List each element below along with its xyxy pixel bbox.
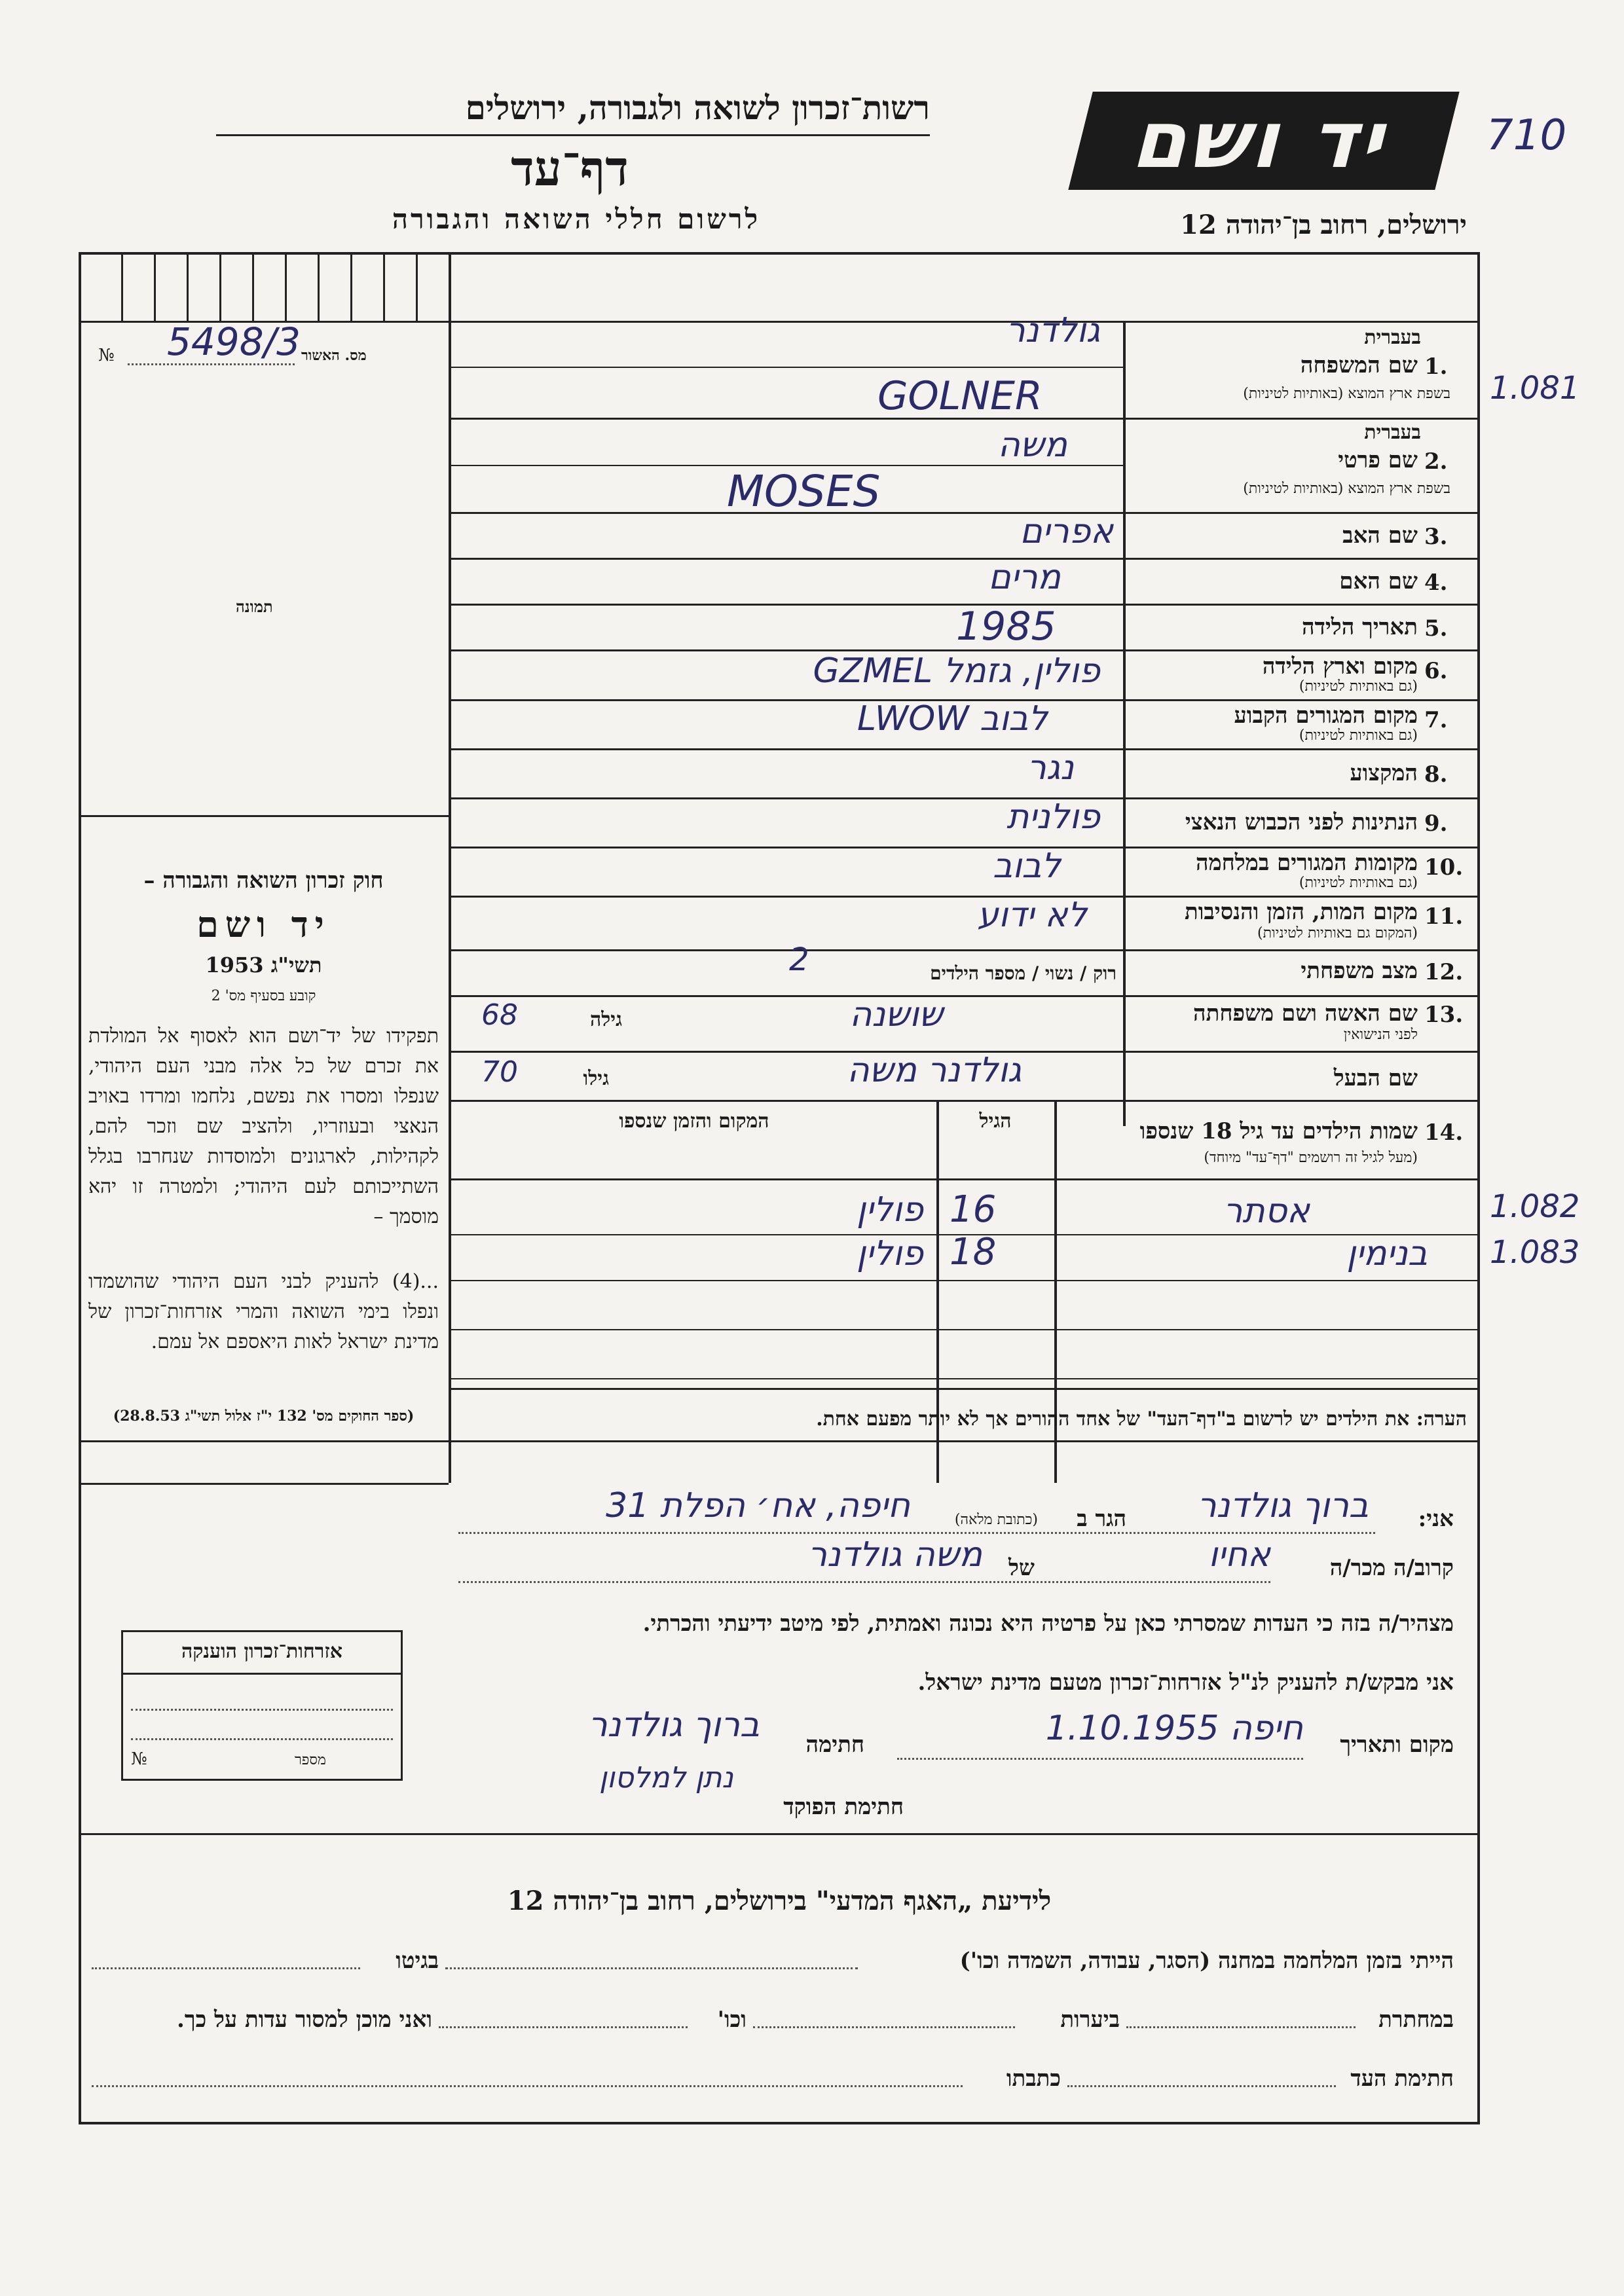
residence-value: לבוב LWOW — [857, 699, 1048, 738]
family-name-label: שם המשפחה — [1300, 352, 1418, 378]
birth-date-label: תאריך הלידה — [1301, 614, 1418, 640]
first-name-hebrew: משה — [997, 426, 1067, 465]
margin-number-3: 1.083 — [1490, 1234, 1580, 1271]
approval-number: 5498/3 — [167, 319, 301, 364]
marital-status-label: מצב משפחתי — [1301, 958, 1418, 984]
approval-no-symbol: № — [98, 346, 115, 365]
husband-name-label: שם הבעל — [1333, 1065, 1418, 1091]
inspector-signature-value: נתן למלסון — [599, 1761, 733, 1795]
father-name-label: שם האב — [1342, 522, 1418, 549]
wife-name-value: שושנה — [849, 995, 943, 1034]
marital-options-label: רוק / נשוי / מספר הילדים — [930, 962, 1116, 984]
children-place-header: המקום והזמן שנספו — [619, 1110, 769, 1133]
child-1-place: פולין — [857, 1190, 923, 1230]
war-residence-value: לבוב — [993, 847, 1061, 886]
declaration-text: מצהיר/ה בזה כי העדות שמסרתי כאן על פרטיה היא נכונה ואמתית, לפי מיטב ידיעתי והכרתי. — [642, 1611, 1454, 1637]
husband-age-value: 70 — [481, 1055, 518, 1089]
residence-label: מקום המגורים הקבוע — [1234, 702, 1418, 729]
gazette-reference: (ספר החוקים מס' 132 י"ז אלול תשי"ג 28.8.53) — [113, 1408, 415, 1425]
law-paragraph-1: תפקידו של יד־ושם הוא לאסוף אל המולדת את זכרם של כל אלה מבני העם היהודי, שנפלו ומסרו את נפשם, נלחמו ומרדו באויב הנאצי ובעוזריו, ולהציב שם וזכר להם, לקהילות, לארגונים ולמוסדות שנחרבו בגלל השתייכותם לעם היהודי; ולמטרה זו יהא מוסמך – — [88, 1025, 439, 1228]
form-subtitle: לרשום חללי השואה והגבורה — [392, 203, 761, 235]
form-title: דף־עד — [511, 141, 629, 197]
law-name: יד ושם — [196, 903, 331, 945]
label-column-divider — [1123, 321, 1126, 1126]
witness-name-value: ברוך גולדנר — [1197, 1486, 1369, 1525]
law-year: תשי"ג 1953 — [205, 953, 322, 977]
child-1-name: אסתר — [1223, 1192, 1310, 1231]
margin-number-1: 1.081 — [1490, 370, 1580, 407]
relation-value: אחיו — [1208, 1535, 1270, 1575]
citizenship-box-title: אזרחות־זכרון הוענקה — [181, 1640, 343, 1663]
photo-label: תמונה — [236, 597, 273, 616]
father-name-value: אפרים — [1020, 512, 1113, 551]
profession-value: נגר — [1027, 748, 1074, 788]
law-clause: קובע בסעיף מס' 2 — [211, 988, 316, 1004]
first-name-latin: MOSES — [727, 466, 881, 517]
wife-age-value: 68 — [481, 998, 518, 1032]
margin-number-2: 1.082 — [1490, 1188, 1580, 1225]
husband-name-value: גולדנר משה — [847, 1051, 1022, 1090]
family-name-hebrew: גולדנר — [1006, 311, 1100, 350]
law-title: חוק זכרון השואה והגבורה – — [143, 867, 384, 894]
family-name-latin: GOLNER — [877, 373, 1043, 419]
children-note: הערה: את הילדים יש לרשום ב"דף־העד" של אחד ההורים אך לא יותר מפעם אחת. — [816, 1408, 1467, 1430]
law-paragraph-2: ...(4) להעניק לבני העם היהודי שהושמדו ונפלו בימי השואה והמרי אזרחות־זכרון של מדינת ישראל לאות היאספם אל עמם. — [88, 1270, 439, 1353]
war-residence-label: מקומות המגורים במלחמה — [1195, 850, 1418, 876]
yad-vashem-logo: יד ושם — [1068, 92, 1459, 190]
children-count-value: 2 — [789, 941, 809, 978]
corner-note: 710 — [1486, 111, 1567, 160]
approval-label: מס. האשור — [301, 347, 367, 364]
witness-address-value: חיפה, אח׳ הפלת 31 — [606, 1486, 910, 1525]
victim-relation-value: משה גולדנר — [807, 1535, 982, 1575]
sidebar-divider — [449, 252, 451, 1483]
mother-name-value: מרים — [988, 558, 1061, 597]
authority-underline — [216, 134, 930, 136]
child-2-name: בנימין — [1346, 1234, 1428, 1273]
child-2-place: פולין — [857, 1234, 923, 1273]
mother-name-label: שם האם — [1339, 568, 1418, 594]
wife-name-label: שם האשה ושם משפחתה — [1193, 1000, 1418, 1027]
death-place-value: לא ידוע — [977, 896, 1087, 935]
science-title: לידיעת „האגף המדעי" בירושלים, רחוב בן־יהודה 12 — [507, 1886, 1052, 1916]
citizenship-label: הנתינות לפני הכבוש הנאצי — [1185, 809, 1418, 835]
birth-place-label: מקום וארץ הלידה — [1262, 653, 1418, 680]
birth-place-value: פולין, גזמל GZMEL — [813, 651, 1100, 691]
death-place-label: מקום המות, הזמן והנסיבות — [1184, 899, 1418, 925]
citizenship-value: פולנית — [1006, 797, 1100, 837]
child-2-age: 18 — [950, 1231, 997, 1273]
authority-heading: רשות־זכרון לשואה ולגבורה, ירושלים — [465, 88, 930, 127]
place-date-value: חיפה 1.10.1955 — [1045, 1709, 1303, 1748]
birth-date-value: 1985 — [956, 604, 1056, 649]
first-name-label: שם פרטי — [1338, 447, 1418, 473]
request-text: אני מבקש/ת להעניק לנ"ל אזרחות־זכרון מטעם מדינת ישראל. — [917, 1669, 1454, 1696]
children-age-header: הגיל — [979, 1110, 1012, 1133]
signature-value: ברוך גולדנר — [588, 1705, 760, 1745]
children-label: שמות הילדים עד גיל 18 שנספו — [1139, 1118, 1418, 1144]
child-1-age: 16 — [950, 1188, 997, 1231]
profession-label: המקצוע — [1350, 760, 1418, 786]
address-line: ירושלים, רחוב בן־יהודה 12 — [1180, 210, 1467, 240]
